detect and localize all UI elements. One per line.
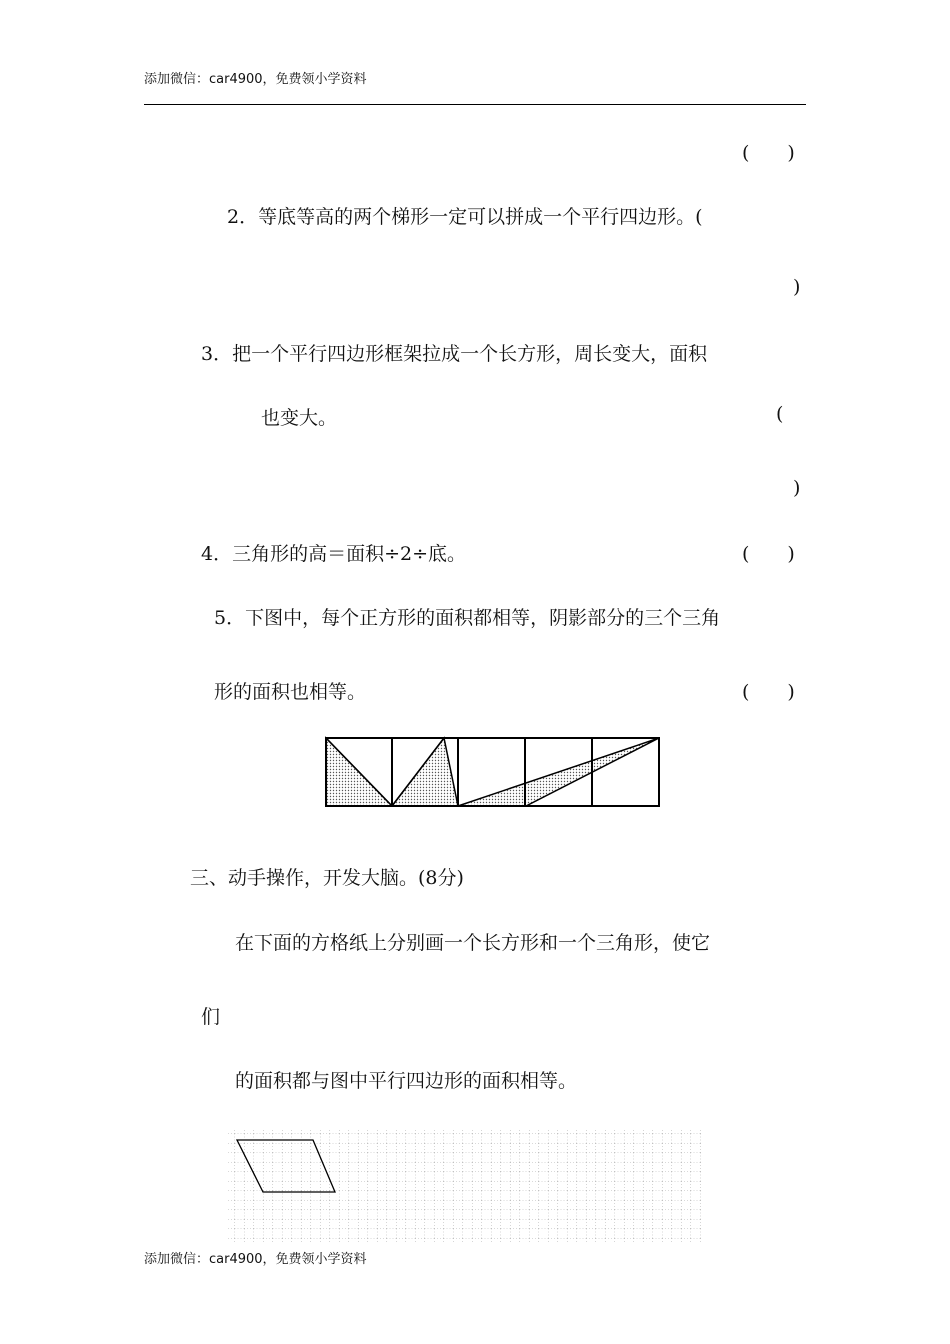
shaded-triangle-2	[392, 738, 458, 806]
q5-answer-paren: ( )	[742, 681, 795, 703]
question-4: 4．三角形的高＝面积÷2÷底。	[201, 543, 467, 565]
question-2: 2．等底等高的两个梯形一定可以拼成一个平行四边形。(	[227, 206, 703, 228]
grid-square-5	[592, 738, 659, 806]
header-rule	[144, 104, 806, 105]
section-3-instruction-line3: 的面积都与图中平行四边形的面积相等。	[235, 1070, 578, 1092]
question-5-line2: 形的面积也相等。	[214, 681, 367, 703]
page-footer: 添加微信：car4900，免费领小学资料	[144, 1252, 367, 1267]
section-3-heading: 三、动手操作，开发大脑。(8分)	[190, 867, 464, 889]
section-3-instruction-line2: 们	[201, 1006, 221, 1028]
question-5-line1: 5．下图中，每个正方形的面积都相等，阴影部分的三个三角	[214, 607, 721, 629]
q3-close-paren: )	[793, 477, 801, 499]
shaded-triangle-3	[458, 738, 659, 806]
dotted-grid-paper	[225, 1124, 705, 1244]
question-3-line1: 3．把一个平行四边形框架拉成一个长方形，周长变大，面积	[201, 343, 708, 365]
q1-answer-paren: ( )	[742, 142, 795, 164]
q3-open-paren: (	[776, 403, 784, 425]
q2-close-paren: )	[793, 276, 801, 298]
question-3-line2: 也变大。	[261, 407, 338, 429]
page-header: 添加微信：car4900，免费领小学资料	[144, 72, 367, 87]
section-3-instruction-line1: 在下面的方格纸上分别画一个长方形和一个三角形，使它	[235, 932, 711, 954]
squares-triangles-figure	[320, 732, 665, 812]
q4-answer-paren: ( )	[742, 543, 795, 565]
